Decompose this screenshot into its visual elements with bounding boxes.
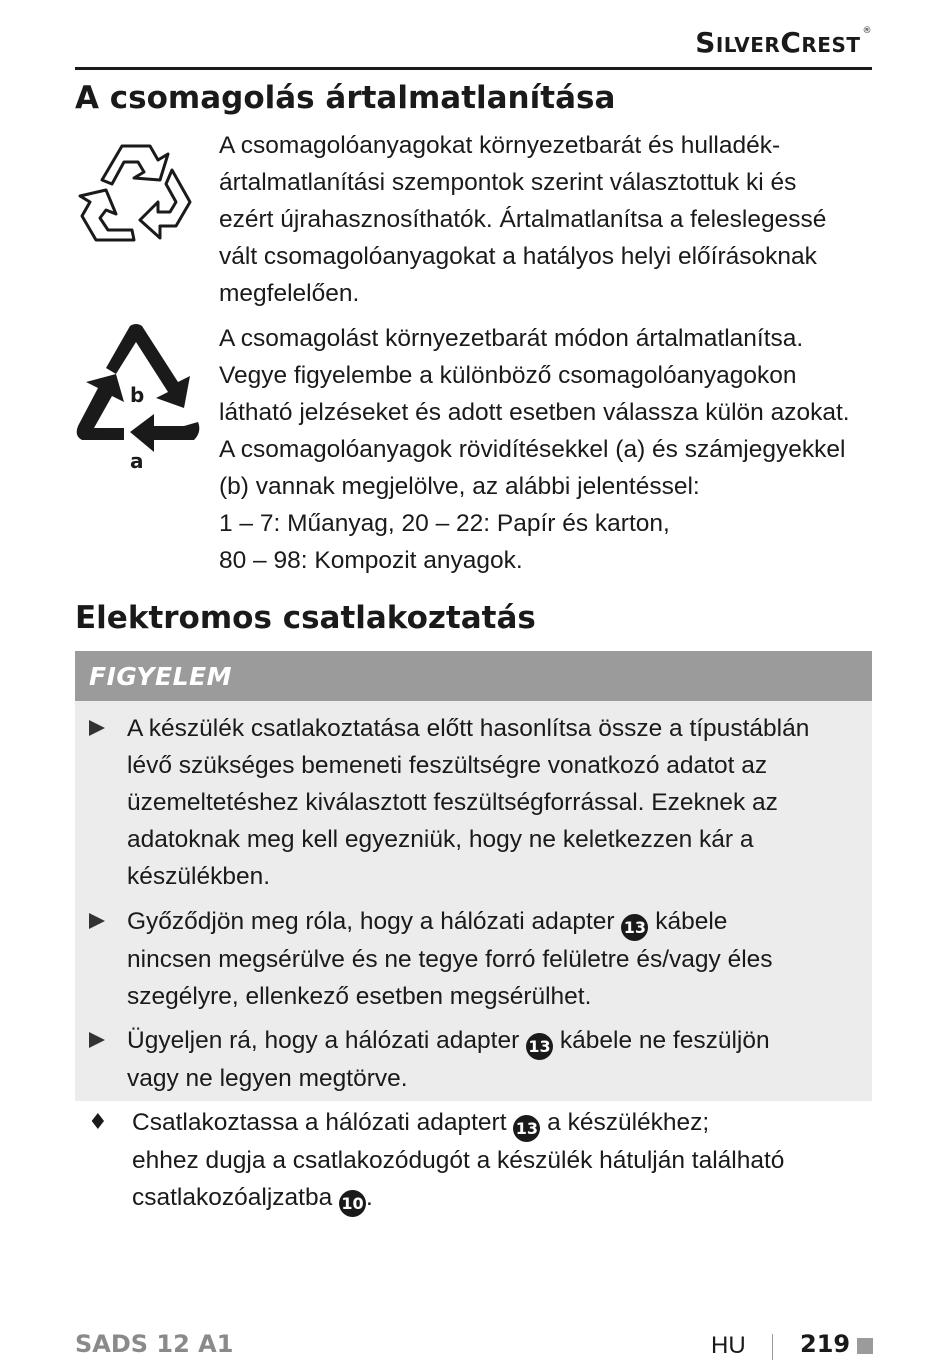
text-segment: Ügyeljen rá, hogy a hálózati adapter [127, 1027, 527, 1054]
text-line: üzemeltetéshez kiválasztott feszültségforrással. Ezeknek az [127, 789, 778, 816]
text-line: ezért újrahasznosíthatók. Ártalmatlanítsa a feleslegessé [219, 206, 827, 233]
footer-model-number: SADS 12 A1 [75, 1330, 234, 1358]
text-segment: csatlakozóaljzatba [132, 1184, 340, 1211]
brand-silver: Silver [695, 26, 781, 59]
text-line: adatoknak meg kell egyezniük, hogy ne keletkezzen kár a [127, 826, 754, 853]
packaging-paragraph-1 [219, 127, 872, 312]
triangle-label-b: b [130, 383, 145, 407]
warning-item-text [127, 1022, 862, 1097]
header-rule [75, 67, 872, 70]
text-line: ártalmatlanítási szempontok szerint választottuk ki és [219, 169, 797, 196]
text-line: Vegye figyelembe a különböző csomagolóanyagokon [219, 362, 797, 389]
text-segment: . [366, 1184, 373, 1211]
packaging-paragraph-2 [219, 320, 872, 579]
text-line: A csomagolóanyagokat környezetbarát és hulladék- [219, 132, 781, 159]
reference-number-badge: 13 [526, 1033, 553, 1060]
reference-number-badge: 13 [621, 914, 648, 941]
text-line: készülékben. [127, 863, 271, 890]
text-line: látható jelzéseket és adott esetben válassza külön azokat. [219, 399, 850, 426]
electrical-section-title: Elektromos csatlakoztatás [75, 600, 536, 636]
text-line [127, 1022, 862, 1060]
footer-page-number: 219 [800, 1330, 851, 1358]
diamond-bullet-icon: ♦ [88, 1110, 108, 1135]
text-line: szegélyre, ellenkező esetben megsérülhet. [127, 983, 592, 1010]
reference-number-badge: 13 [513, 1115, 540, 1142]
warning-item-text [127, 710, 862, 895]
footer-divider [772, 1334, 773, 1360]
text-line [127, 903, 862, 941]
triangle-bullet-icon [89, 913, 105, 929]
text-line [132, 1179, 872, 1217]
text-line: megfelelően. [219, 280, 360, 307]
text-line: lévő szükséges bemeneti feszültségre vonatkozó adatot az [127, 752, 768, 779]
text-line: ehhez dugja a csatlakozódugót a készülék hátulján található [132, 1147, 785, 1174]
text-line: 80 – 98: Kompozit anyagok. [219, 547, 523, 574]
reference-number-badge: 10 [339, 1190, 366, 1217]
triangle-bullet-icon [89, 720, 105, 736]
footer-square-marker [857, 1338, 873, 1354]
text-segment: kábele [648, 908, 728, 935]
warning-item-text [127, 903, 862, 1015]
triangle-bullet-icon [89, 1032, 105, 1048]
text-line: vagy ne legyen megtörve. [127, 1065, 408, 1092]
text-line: vált csomagolóanyagokat a hatályos helyi előírásoknak [219, 243, 817, 270]
recycle-icon [72, 132, 202, 256]
text-segment: a készülékhez; [540, 1109, 710, 1136]
recycling-code-triangle-icon [72, 322, 204, 481]
text-segment: Csatlakoztassa a hálózati adaptert [132, 1109, 514, 1136]
warning-box [75, 651, 872, 1101]
text-line [132, 1104, 872, 1142]
warning-header [75, 651, 872, 701]
text-line: A csomagolást környezetbarát módon ártalmatlanítsa. [219, 325, 804, 352]
text-line: A csomagolóanyagok rövidítésekkel (a) és számjegyekkel [219, 436, 846, 463]
text-segment: Győződjön meg róla, hogy a hálózati adapter [127, 908, 622, 935]
text-line: nincsen megsérülve és ne tegye forró felületre és/vagy éles [127, 946, 773, 973]
triangle-label-a: a [130, 449, 144, 473]
text-line: 1 – 7: Műanyag, 20 – 22: Papír és karton, [219, 510, 670, 537]
brand-crest: Crest [780, 26, 861, 59]
footer-language: HU [711, 1332, 746, 1359]
text-segment: kábele ne feszüljön [553, 1027, 770, 1054]
instruction-text [132, 1104, 872, 1217]
warning-label: FIGYELEM [89, 662, 232, 691]
brand-logo [695, 26, 872, 59]
packaging-section-title: A csomagolás ártalmatlanítása [75, 80, 616, 116]
brand-registered-mark: ® [862, 26, 872, 36]
text-line: (b) vannak megjelölve, az alábbi jelentéssel: [219, 473, 700, 500]
text-line: A készülék csatlakoztatása előtt hasonlítsa össze a típustáblán [127, 715, 810, 742]
